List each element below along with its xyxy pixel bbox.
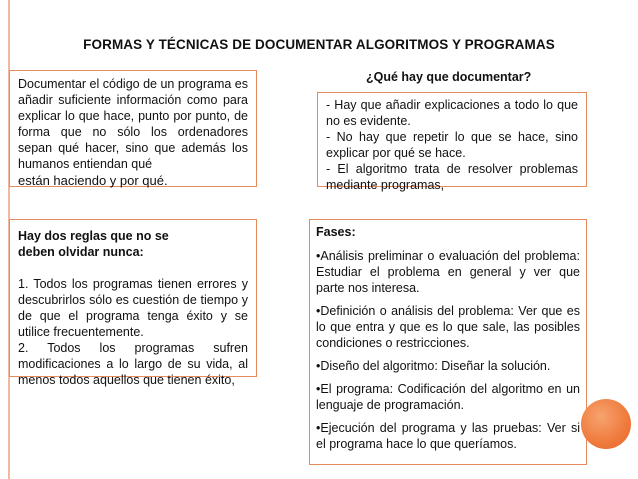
phase-2: •Definición o análisis del problema: Ver que es lo que entra y que es lo que sale, las posibles condiciones o restricciones. — [316, 304, 580, 350]
rules-spacer — [18, 260, 248, 276]
why-item-2: - No hay que repetir lo que se hace, sino explicar por qué se hace. — [326, 130, 578, 160]
phase-4: •El programa: Codificación del algoritmo en un lenguaje de programación. — [316, 382, 580, 412]
rule-2: 2. Todos los programas sufren modificaciones a lo largo de su vida, al menos todos aquellos que tienen éxito, — [18, 341, 248, 387]
rules-box — [9, 219, 257, 387]
why-item-3: - El algoritmo trata de resolver problemas mediante programas, — [326, 162, 578, 192]
decorative-orange-circle — [581, 399, 631, 449]
why-heading: ¿Qué hay que documentar? — [366, 70, 532, 84]
why-item-1: - Hay que añadir explicaciones a todo lo que no es evidente. — [326, 98, 578, 128]
slide-title: FORMAS Y TÉCNICAS DE DOCUMENTAR ALGORITMOS Y PROGRAMAS — [83, 37, 555, 52]
intro-box — [9, 70, 257, 187]
why-box — [317, 92, 587, 192]
phase-5: •Ejecución del programa y las pruebas: Ver si el programa hace lo que queríamos. — [316, 421, 580, 451]
phase-3: •Diseño del algoritmo: Diseñar la solución. — [316, 359, 551, 373]
phases-heading: Fases: — [316, 225, 356, 239]
phase-1: •Análisis preliminar o evaluación del problema: Estudiar el problema en general y ver que parte nos interesa. — [316, 249, 580, 295]
rule-1: 1. Todos los programas tienen errores y descubrirlos sólo es cuestión de tiempo y de que el programa tenga éxito y se utilice frecuentemente. — [18, 277, 248, 339]
intro-text: Documentar el código de un programa es añadir suficiente información como para explicar lo que hace, punto por punto, de forma que no sólo los ordenadores sepan qué hacer, sino que además los humanos entiendan qué — [18, 77, 248, 171]
intro-last-line: están haciendo y por qué. — [18, 173, 168, 188]
rules-heading: Hay dos reglas que no se deben olvidar nunca: — [18, 229, 169, 259]
phases-box — [309, 219, 587, 465]
